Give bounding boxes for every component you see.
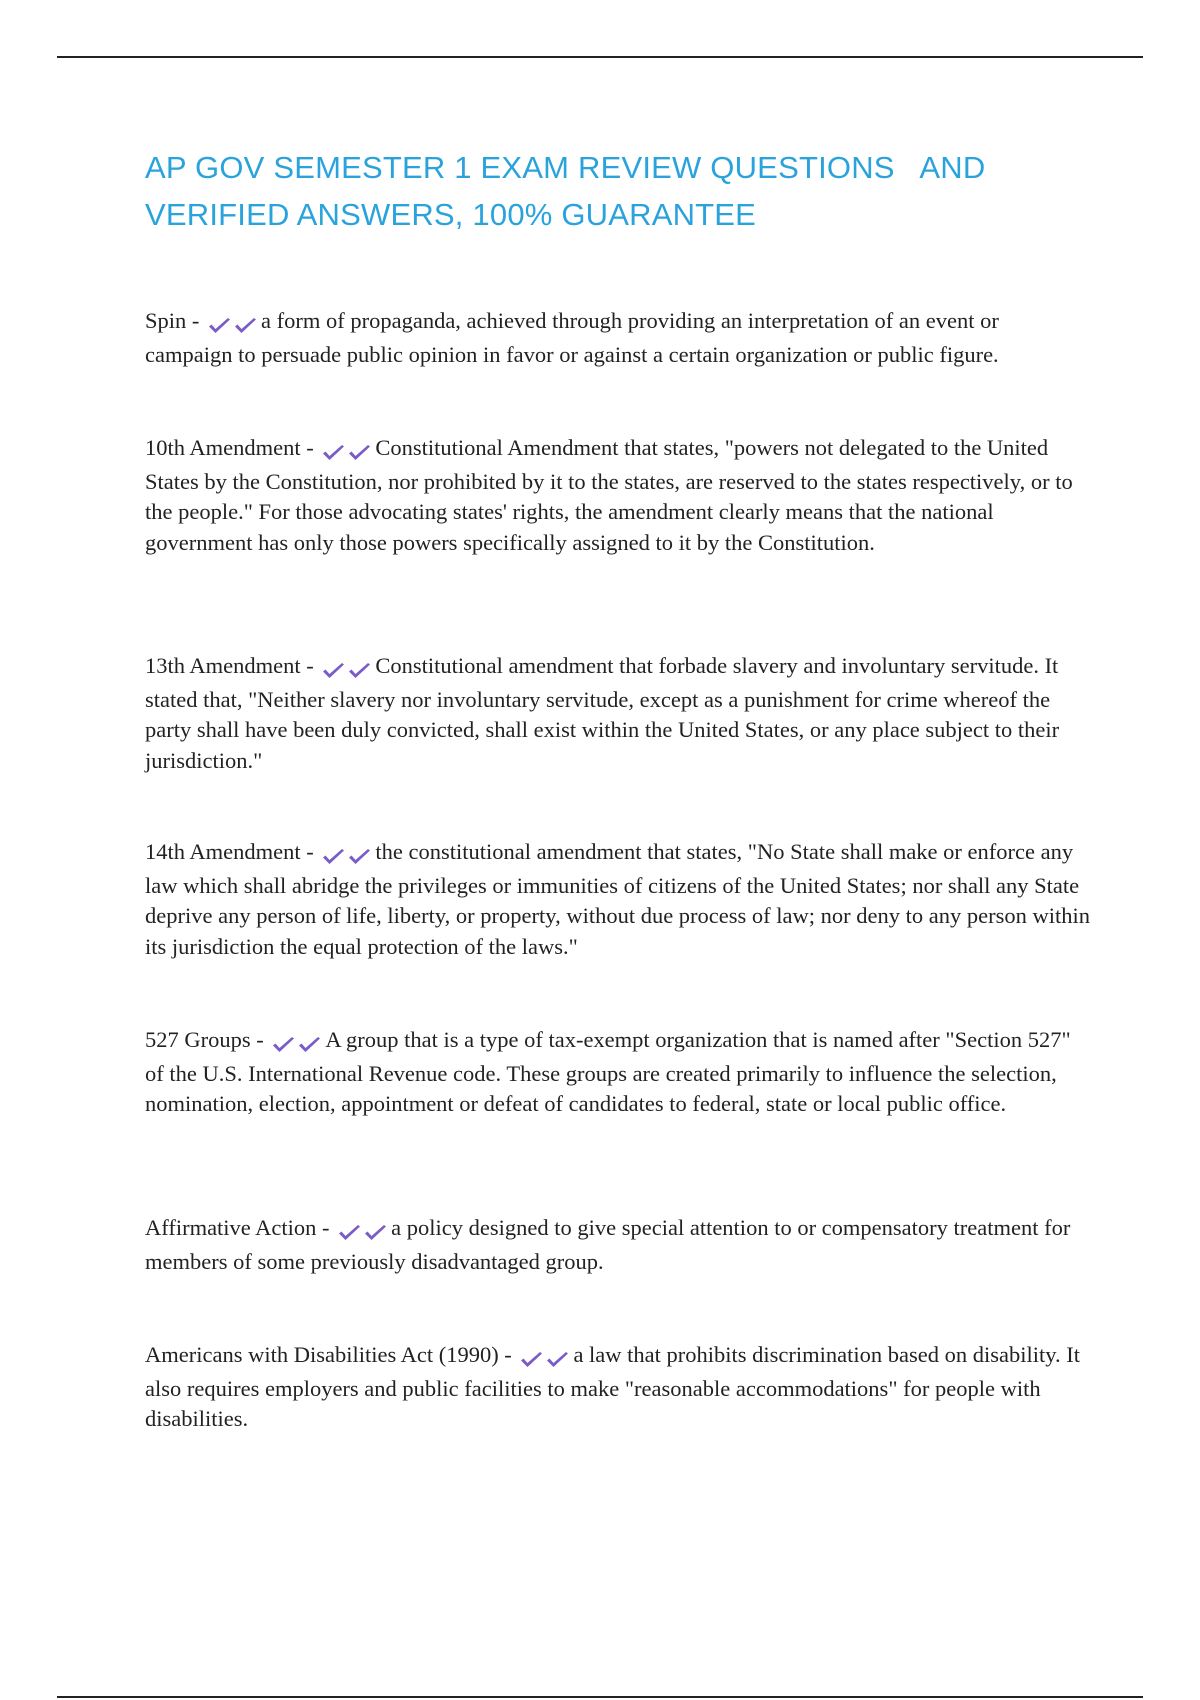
double-check-icon bbox=[337, 1216, 389, 1247]
check-icon bbox=[321, 443, 347, 463]
top-rule bbox=[57, 56, 1143, 58]
entry-definition: A group that is a type of tax-exempt organization that is named after "Section 527" of the U.S. International Revenue code. These groups are created primarily to influence the selection, nomination, election, appointment or defeat of candidates to federal, state or local public office. bbox=[145, 1027, 1071, 1116]
glossary-entry-ada-1990 bbox=[145, 1340, 1090, 1435]
check-icon bbox=[347, 443, 373, 463]
title-line-2: VERIFIED ANSWERS, 100% GUARANTEE bbox=[145, 197, 757, 232]
check-icon bbox=[321, 847, 347, 867]
entry-term: 527 Groups - bbox=[145, 1027, 270, 1052]
double-check-icon bbox=[321, 654, 373, 685]
entry-definition: Constitutional amendment that forbade slavery and involuntary servitude. It stated that, "Neither slavery nor involuntary servitude, except as a punishment for crime whereof the party shall have been duly convicted, shall exist within the United States, or any place subject to their jurisdiction." bbox=[145, 653, 1060, 773]
check-icon bbox=[321, 661, 347, 681]
entry-term: Spin - bbox=[145, 308, 206, 333]
entry-definition: Constitutional Amendment that states, "powers not delegated to the United States by the Constitution, nor prohibited by it to the states, are reserved to the states respectively, or to the people." For those advocating states' rights, the amendment clearly means that the national government has only those powers specifically assigned to it by the Constitution. bbox=[145, 435, 1073, 555]
double-check-icon bbox=[519, 1343, 571, 1374]
check-icon bbox=[337, 1223, 363, 1243]
double-check-icon bbox=[207, 309, 259, 340]
double-check-icon bbox=[321, 840, 373, 871]
glossary-entry-14th-amendment bbox=[145, 837, 1090, 962]
entry-term: Americans with Disabilities Act (1990) - bbox=[145, 1342, 518, 1367]
glossary-entry-527-groups bbox=[145, 1025, 1090, 1120]
title-line-1: AP GOV SEMESTER 1 EXAM REVIEW QUESTIONS AND bbox=[145, 150, 986, 185]
check-icon bbox=[347, 847, 373, 867]
double-check-icon bbox=[321, 436, 373, 467]
entry-definition: a policy designed to give special attention to or compensatory treatment for members of some previously disadvantaged group. bbox=[145, 1215, 1071, 1274]
glossary-entry-affirmative-action bbox=[145, 1213, 1090, 1277]
glossary-entry-spin bbox=[145, 306, 1090, 370]
entry-definition: a law that prohibits discrimination based on disability. It also requires employers and public facilities to make "reasonable accommodations" for people with disabilities. bbox=[145, 1342, 1081, 1431]
check-icon bbox=[233, 316, 259, 336]
entry-term: 13th Amendment - bbox=[145, 653, 320, 678]
entry-term: 14th Amendment - bbox=[145, 839, 320, 864]
check-icon bbox=[347, 661, 373, 681]
glossary-entry-13th-amendment bbox=[145, 651, 1090, 776]
check-icon bbox=[207, 316, 233, 336]
check-icon bbox=[545, 1350, 571, 1370]
check-icon bbox=[519, 1350, 545, 1370]
entry-term: Affirmative Action - bbox=[145, 1215, 336, 1240]
entry-definition: the constitutional amendment that states, "No State shall make or enforce any law which shall abridge the privileges or immunities of citizens of the United States; nor shall any State deprive any person of life, liberty, or property, without due process of law; nor deny to any person within its jurisdiction the equal protection of the laws." bbox=[145, 839, 1090, 959]
double-check-icon bbox=[271, 1028, 323, 1059]
check-icon bbox=[363, 1223, 389, 1243]
check-icon bbox=[297, 1035, 323, 1055]
glossary-entry-10th-amendment bbox=[145, 433, 1090, 558]
bottom-rule bbox=[57, 1696, 1143, 1698]
entry-definition: a form of propaganda, achieved through providing an interpretation of an event or campaign to persuade public opinion in favor or against a certain organization or public figure. bbox=[145, 308, 999, 367]
check-icon bbox=[271, 1035, 297, 1055]
document-title bbox=[145, 144, 1105, 238]
entry-term: 10th Amendment - bbox=[145, 435, 320, 460]
